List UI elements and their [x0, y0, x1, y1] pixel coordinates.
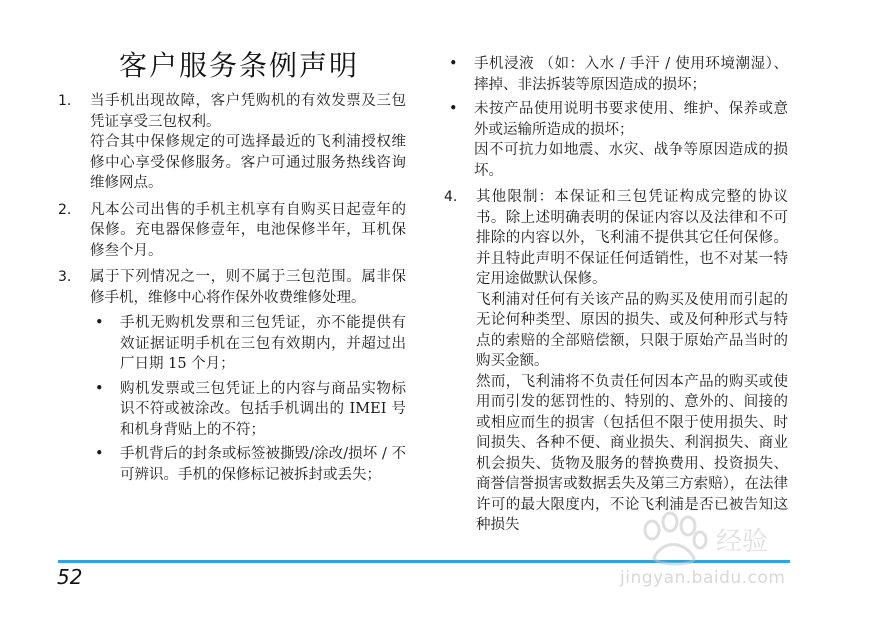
clause-number: 3. — [58, 269, 72, 285]
clause-1 — [58, 91, 406, 194]
clause-number: 2. — [58, 201, 72, 218]
list-item: • 手机背后的封条或标签被撕毁/涂改/损坏 / 不可辨识。手机的保修标记被拆封或丢失； — [95, 446, 406, 483]
left-column — [58, 91, 406, 491]
list-item: • 购机发票或三包凭证上的内容与商品实物标识不符或被涂改。包括手机调出的 IMEI 号和机身背贴上的不符； — [95, 380, 406, 438]
bullet-list — [90, 313, 406, 485]
bullet-icon: • — [95, 446, 104, 462]
clause-number: 1. — [58, 93, 72, 109]
clause-text: 属于下列情况之一，则不属于三包范围。属非保修手机，维修中心将作保外收费维修处理。 — [90, 269, 406, 306]
bullet-icon: • — [95, 380, 104, 397]
list-item: • 未按产品使用说明书要求使用、维护、保养或意外或运输所造成的损坏； 因不可抗力如地震、水灾、战争等原因造成的损坏。 — [449, 101, 788, 179]
list-item: • 手机浸液 （如：入水 / 手汗 / 使用环境潮湿）、摔掉、非法拆装等原因造成的损坏； — [449, 56, 788, 93]
baidu-paw-icon — [612, 510, 812, 570]
clause-text: 其他限制：本保证和三包凭证构成完整的协议书。除上述明确表明的保证内容以及法律和不可排除的内容以外，飞利浦不提供其它任何保修。并且特此声明不保证任何适销性，也不对某一特定用途做默认保修。 — [476, 189, 788, 287]
clause-text: 当手机出现故障，客户凭购机的有效发票及三包凭证享受三包权利。 — [90, 93, 406, 130]
clause-3 — [58, 267, 406, 485]
svg-text:经验: 经验 — [716, 527, 769, 557]
clause-text: 然而，飞利浦将不负责任何因本产品的购买或使用而引发的惩罚性的、特别的、意外的、间接的或相应而生的损害（包括但不限于使用损失、时间损失、各种不便、商业损失、利润损失、商业机会损失、货物及服务的替换费用、投资损失、商誉信誉损害或数据丢失及第三方索赔），在法律许可的最大限度内，不论飞利浦是否已被告知这种损失 — [476, 373, 788, 533]
clause-4 — [444, 187, 788, 536]
clause-2 — [58, 200, 406, 262]
bullet-icon: • — [95, 315, 104, 331]
clause-text: 凡本公司出售的手机主机享有自购买日起壹年的保修。充电器保修壹年，电池保修半年，耳机保修叁个月。 — [90, 201, 406, 259]
bullet-list — [444, 54, 788, 181]
clause-text: 符合其中保修规定的可选择最近的飞利浦授权维修中心享受保修服务。客户可通过服务热线咨询维修网点。 — [90, 134, 406, 191]
page-number: 52 — [57, 565, 83, 589]
watermark — [612, 510, 812, 610]
list-item: • 手机无购机发票和三包凭证，亦不能提供有效证据证明手机在三包有效期内，并超过出厂日期 15 个月； — [95, 315, 406, 372]
clause-text: 飞利浦对任何有关该产品的购买及使用而引起的无论何种类型、原因的损失、或及何种形式与特点的索赔的全部赔偿额，只限于原始产品当时的购买金额。 — [476, 291, 788, 369]
bullet-icon: • — [449, 56, 458, 72]
bullet-icon: • — [449, 101, 458, 117]
watermark-text: jingyan.baidu.com — [620, 568, 786, 588]
bullet-continuation: 因不可抗力如地震、水灾、战争等原因造成的损坏。 — [474, 142, 788, 179]
page-title: 客户服务条例声明 — [118, 49, 359, 82]
clause-number: 4. — [444, 189, 458, 205]
right-column — [444, 54, 788, 542]
